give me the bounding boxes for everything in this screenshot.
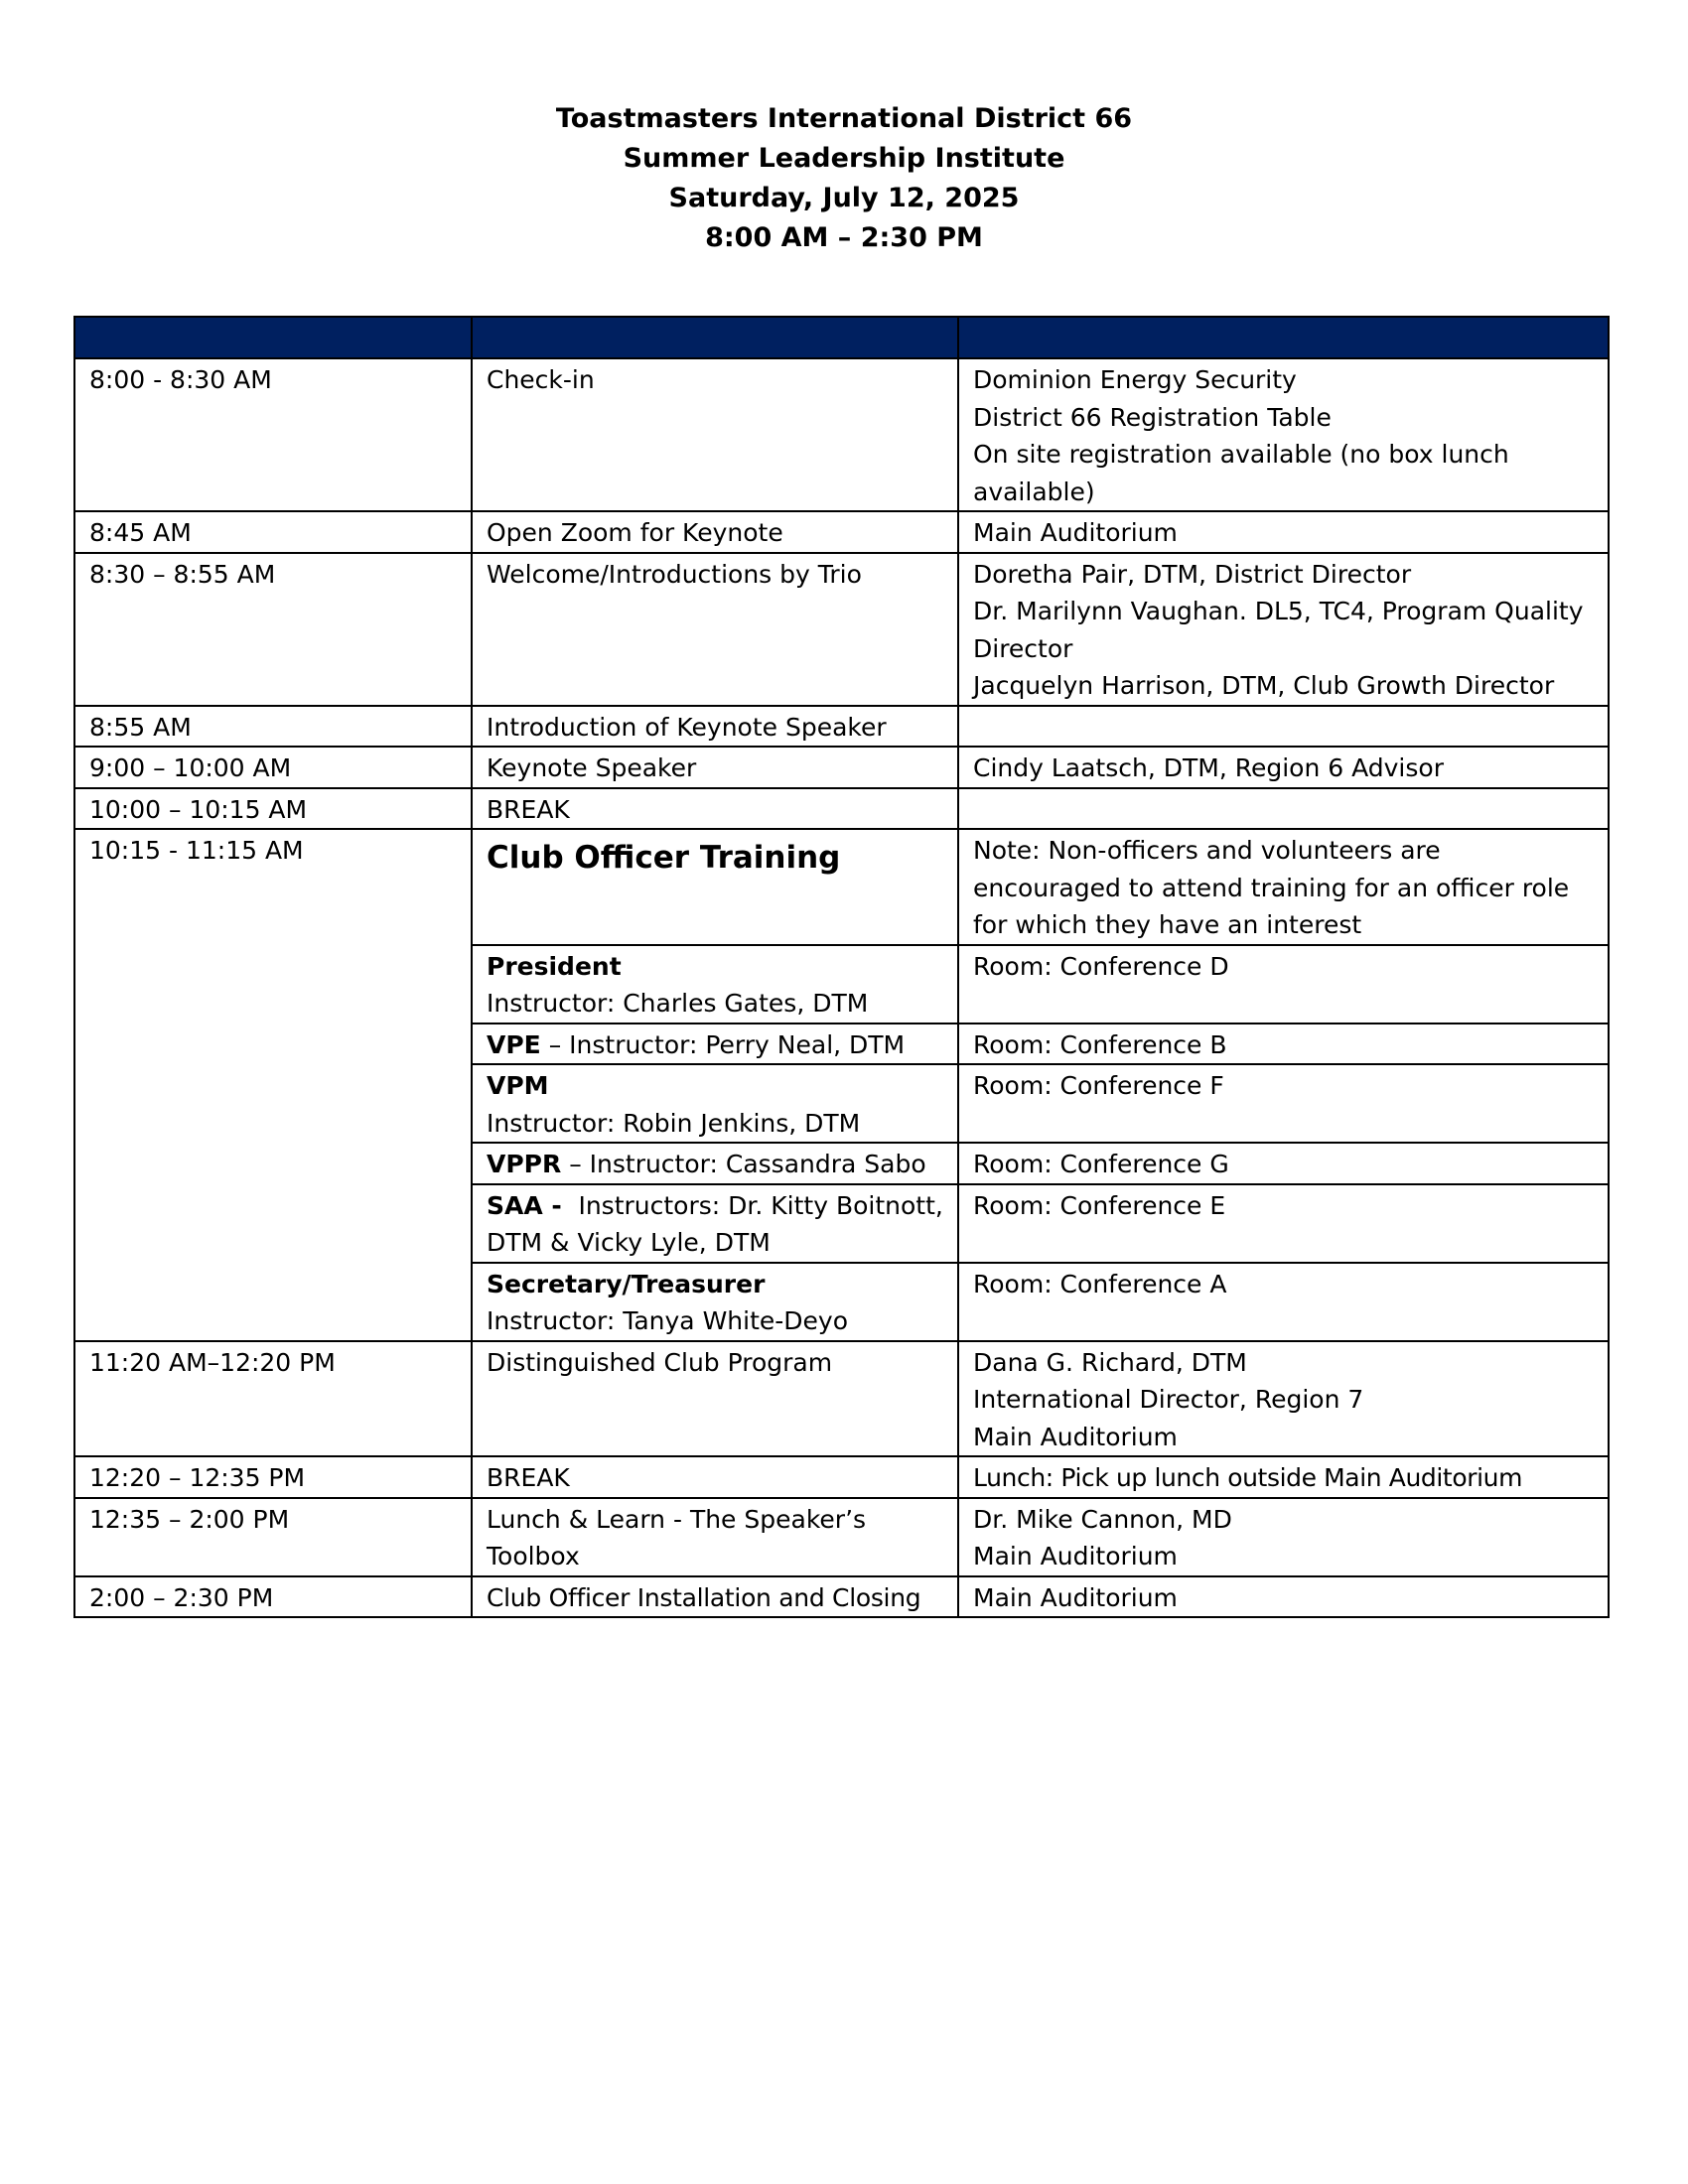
location-cell: [958, 1263, 1609, 1341]
session-cell: [472, 747, 958, 788]
document-title-block: [0, 99, 1688, 258]
schedule-table: [73, 316, 1610, 1618]
location-cell: [958, 1576, 1609, 1618]
table-header-row: [74, 317, 1609, 358]
location-text: Main Auditorium: [973, 1542, 1178, 1570]
time-text: 12:35 – 2:00 PM: [89, 1504, 290, 1534]
session-cell: [472, 358, 958, 511]
location-cell: [958, 788, 1609, 830]
location-cell: [958, 706, 1609, 748]
role-label: VPM: [487, 1071, 549, 1100]
location-text: Dominion Energy Security: [973, 365, 1297, 394]
session-text: Keynote Speaker: [487, 753, 697, 782]
role-label: Secretary/Treasurer: [487, 1269, 766, 1298]
instructor-text: – Instructor: Perry Neal, DTM: [540, 1029, 906, 1059]
table-row: [74, 829, 1609, 945]
title-event: Summer Leadership Institute: [623, 143, 1065, 174]
location-cell: [958, 1064, 1609, 1143]
time-text: 8:45 AM: [89, 518, 192, 547]
location-text: Main Auditorium: [973, 1582, 1178, 1612]
location-cell: [958, 511, 1609, 553]
location-text: Dana G. Richard, DTM: [973, 1347, 1247, 1377]
location-cell: [958, 945, 1609, 1024]
session-cell: [472, 945, 958, 1024]
location-cell: [958, 358, 1609, 511]
session-text: Distinguished Club Program: [487, 1347, 833, 1377]
training-title: Club Officer Training: [487, 840, 841, 876]
time-cell: [74, 829, 472, 1341]
time-cell: [74, 1456, 472, 1498]
time-cell: [74, 706, 472, 748]
session-cell: [472, 1498, 958, 1576]
room-text: Room: Conference D: [973, 951, 1229, 981]
table-row: [74, 511, 1609, 553]
session-text: Open Zoom for Keynote: [487, 518, 783, 547]
location-cell: [958, 747, 1609, 788]
session-cell: [472, 1341, 958, 1457]
title-date: Saturday, July 12, 2025: [668, 183, 1020, 213]
session-cell: [472, 706, 958, 748]
session-cell: [472, 511, 958, 553]
location-text: Main Auditorium: [973, 1422, 1178, 1451]
title-organization: Toastmasters International District 66: [555, 103, 1133, 134]
training-note: Note: Non-officers and volunteers are encouraged to attend training for an officer role for which they have an interest: [973, 836, 1570, 939]
location-cell: [958, 1341, 1609, 1457]
instructor-text: Instructor: Robin Jenkins, DTM: [487, 1108, 861, 1138]
header-cell: [472, 317, 958, 358]
location-text: Jacquelyn Harrison, DTM, Club Growth Director: [973, 671, 1555, 700]
table-row: [74, 358, 1609, 511]
instructor-text: Instructors: Dr. Kitty Boitnott, DTM & Vicky Lyle, DTM: [487, 1190, 943, 1257]
session-text: Introduction of Keynote Speaker: [487, 712, 887, 742]
location-text: Dr. Mike Cannon, MD: [973, 1504, 1232, 1534]
table-row: [74, 706, 1609, 748]
room-text: Room: Conference G: [973, 1150, 1229, 1178]
location-text: Main Auditorium: [973, 518, 1178, 547]
time-cell: [74, 747, 472, 788]
session-text: Lunch & Learn - The Speaker’s Toolbox: [487, 1504, 867, 1570]
session-cell: [472, 1576, 958, 1618]
time-text: 8:00 - 8:30 AM: [89, 365, 272, 394]
time-cell: [74, 1341, 472, 1457]
location-text: Cindy Laatsch, DTM, Region 6 Advisor: [973, 753, 1444, 782]
table-row: [74, 1576, 1609, 1618]
table-row: [74, 1498, 1609, 1576]
session-cell: [472, 1064, 958, 1143]
header-cell: [958, 317, 1609, 358]
location-cell: [958, 1498, 1609, 1576]
time-text: 8:30 – 8:55 AM: [89, 559, 276, 589]
session-text: Welcome/Introductions by Trio: [487, 559, 862, 589]
session-text: BREAK: [487, 1463, 570, 1492]
location-text: [973, 791, 1594, 829]
location-cell: [958, 1143, 1609, 1184]
session-text: Check-in: [487, 365, 595, 394]
session-cell: [472, 1184, 958, 1263]
time-text: 12:20 – 12:35 PM: [89, 1463, 306, 1492]
role-label: SAA -: [487, 1190, 571, 1220]
room-text: Room: Conference E: [973, 1190, 1226, 1220]
time-cell: [74, 553, 472, 706]
table-row: [74, 553, 1609, 706]
location-cell: [958, 1456, 1609, 1498]
role-label: VPPR: [487, 1150, 562, 1178]
table-row: [74, 1456, 1609, 1498]
session-text: Club Officer Installation and Closing: [487, 1582, 921, 1612]
time-cell: [74, 1498, 472, 1576]
table-row: [74, 788, 1609, 830]
title-time-range: 8:00 AM – 2:30 PM: [705, 222, 983, 253]
location-text: [973, 709, 1594, 747]
location-cell: [958, 829, 1609, 945]
location-text: District 66 Registration Table: [973, 402, 1332, 432]
session-cell: [472, 788, 958, 830]
room-text: Room: Conference B: [973, 1029, 1227, 1059]
room-text: Room: Conference A: [973, 1269, 1227, 1298]
location-cell: [958, 553, 1609, 706]
session-cell: [472, 829, 958, 945]
time-cell: [74, 788, 472, 830]
time-text: 8:55 AM: [89, 712, 192, 742]
session-cell: [472, 1263, 958, 1341]
instructor-text: Instructor: Tanya White-Deyo: [487, 1306, 849, 1335]
room-text: Room: Conference F: [973, 1071, 1224, 1100]
location-text: Lunch: Pick up lunch outside Main Auditorium: [973, 1463, 1523, 1492]
role-label: VPE: [487, 1029, 541, 1059]
time-cell: [74, 1576, 472, 1618]
header-cell: [74, 317, 472, 358]
table-row: [74, 747, 1609, 788]
time-cell: [74, 358, 472, 511]
session-cell: [472, 1456, 958, 1498]
session-cell: [472, 553, 958, 706]
location-text: International Director, Region 7: [973, 1385, 1364, 1414]
instructor-text: – Instructor: Cassandra Sabo: [561, 1150, 926, 1178]
time-text: 9:00 – 10:00 AM: [89, 753, 292, 782]
session-text: BREAK: [487, 794, 570, 824]
location-text: Dr. Marilynn Vaughan. DL5, TC4, Program Quality Director: [973, 597, 1584, 663]
location-text: On site registration available (no box lunch available): [973, 440, 1509, 506]
location-cell: [958, 1024, 1609, 1065]
time-text: 10:00 – 10:15 AM: [89, 794, 308, 824]
time-text: 10:15 - 11:15 AM: [89, 836, 304, 865]
instructor-text: Instructor: Charles Gates, DTM: [487, 989, 869, 1018]
location-text: Doretha Pair, DTM, District Director: [973, 559, 1412, 589]
session-cell: [472, 1143, 958, 1184]
table-row: [74, 1341, 1609, 1457]
session-cell: [472, 1024, 958, 1065]
location-cell: [958, 1184, 1609, 1263]
time-cell: [74, 511, 472, 553]
time-text: 2:00 – 2:30 PM: [89, 1582, 274, 1612]
time-text: 11:20 AM–12:20 PM: [89, 1347, 336, 1377]
role-label: President: [487, 951, 622, 981]
